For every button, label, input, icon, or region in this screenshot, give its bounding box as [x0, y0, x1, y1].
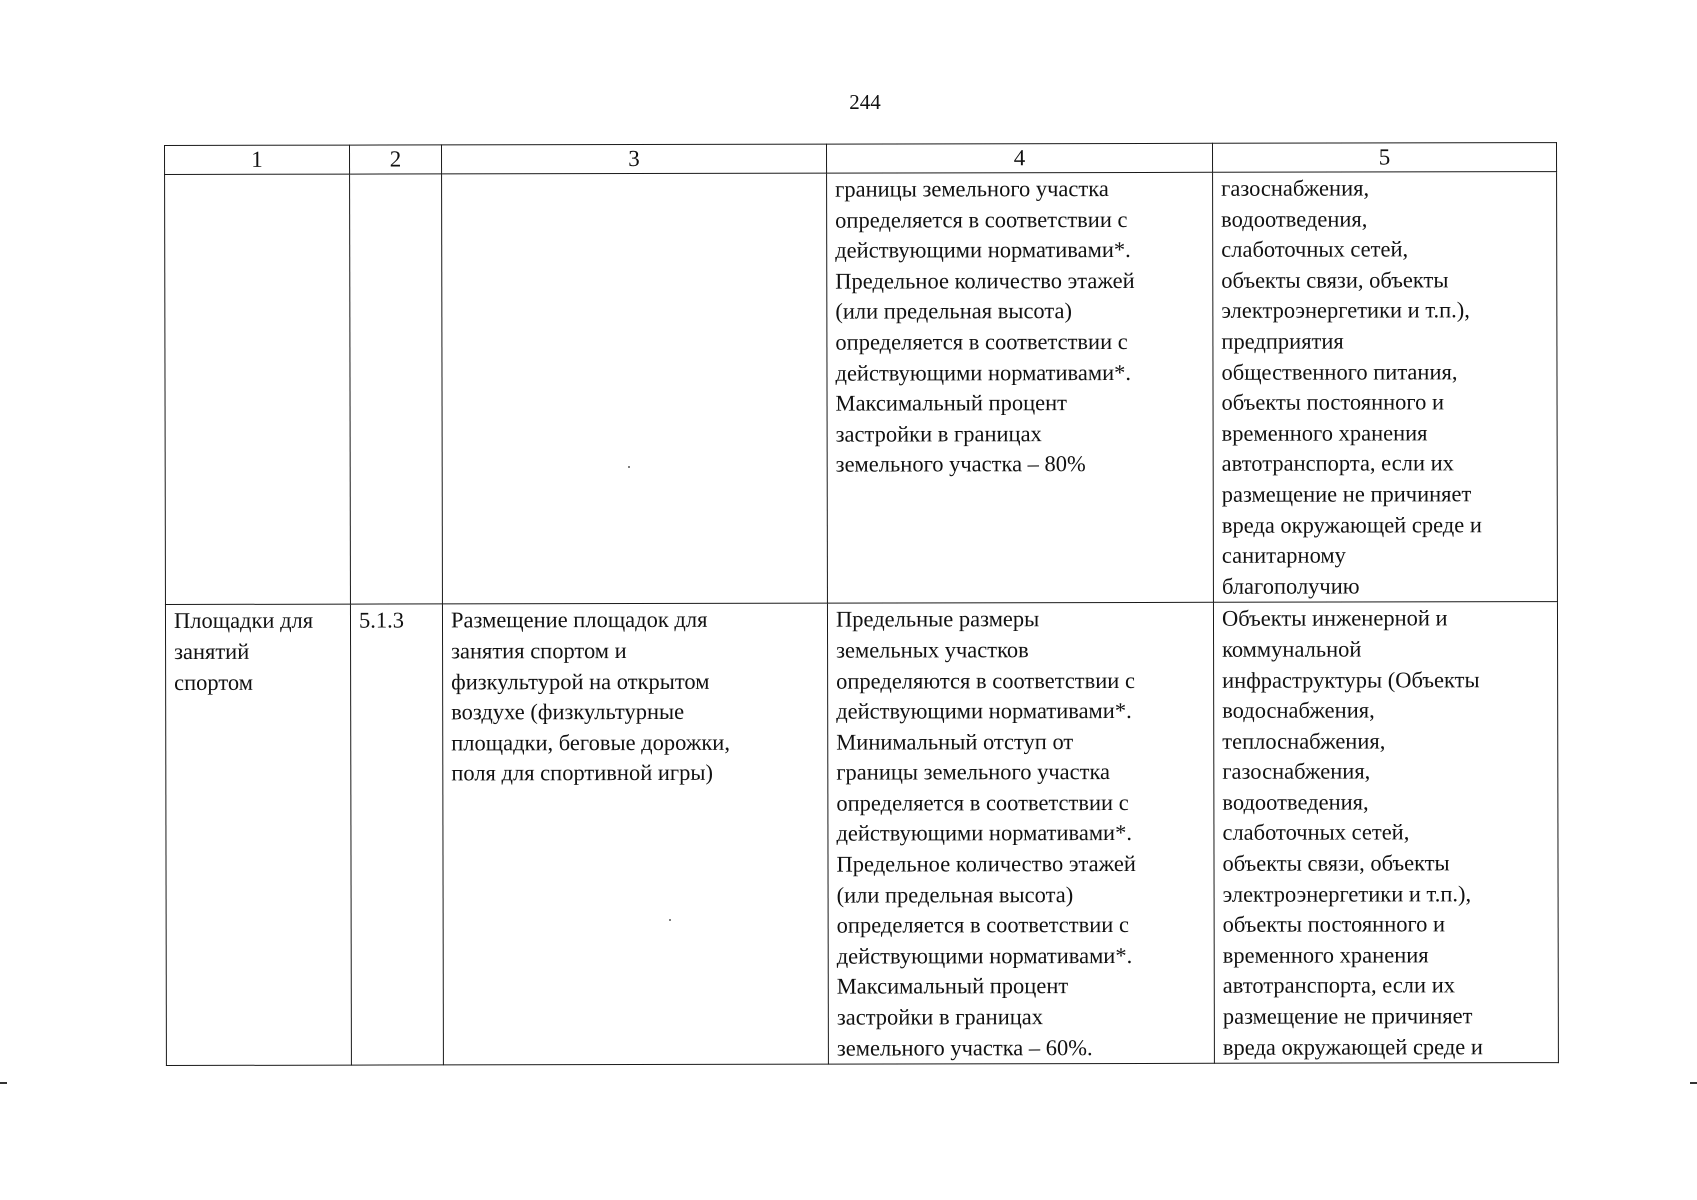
table-row [165, 172, 1558, 605]
column-number-1: 1 [165, 145, 350, 174]
left-margin-mark [0, 1082, 7, 1084]
page-number: 244 [849, 90, 881, 114]
cell-parameters: границы земельного участка определяется в соответствии с действующими нормативами*. Предельное количество этажей (или предельная высота) определяется в соответствии с действующими нормативами*. Максимальный процент застройки в границах земельного участка – 80% [827, 172, 1214, 603]
column-number-2: 2 [350, 145, 442, 174]
cell-use-name: Площадки для занятий спортом [165, 604, 351, 1065]
cell-use-code [350, 174, 443, 605]
column-number-5: 5 [1212, 143, 1556, 173]
table-row [165, 602, 1558, 1066]
cell-use-description: Размещение площадок для занятия спортом и физкультурой на открытом воздухе (физкультурные площадки, беговые дорожки, поля для спортивной игры) [442, 603, 828, 1065]
cell-use-code: 5.1.3 [350, 604, 443, 1065]
cell-parameters: Предельные размеры земельных участков определяются в соответствии с действующими нормативами*. Минимальный отступ от границы земельного участка определяется в соответствии с действующими нормативами*. Предельное количество этажей (или предельная высота) определяется в соответствии с действующими нормативами*. Максимальный процент застройки в границах земельного участка – 60%. [827, 603, 1214, 1065]
right-margin-mark [1690, 1082, 1697, 1084]
column-number-3: 3 [442, 144, 827, 174]
table-header-row [165, 143, 1557, 175]
cell-use-name [165, 174, 351, 605]
cell-auxiliary-uses: газоснабжения, водоотведения, слаботочных сетей, объекты связи, объекты электроэнергетики и т.п.), предприятия общественного питания, объекты постоянного и временного хранения автотранспорта, если их размещение не причиняет вреда окружающей среде и санитарному благополучию [1213, 172, 1558, 603]
scan-speck [628, 466, 630, 468]
scan-speck [669, 919, 671, 921]
land-use-table [164, 142, 1559, 1066]
cell-use-description [442, 173, 828, 604]
column-number-4: 4 [826, 143, 1212, 173]
cell-auxiliary-uses: Объекты инженерной и коммунальной инфраструктуры (Объекты водоснабжения, теплоснабжения, газоснабжения, водоотведения, слаботочных сетей, объекты связи, объекты электроэнергетики и т.п.), объекты постоянного и временного хранения автотранспорта, если их размещение не причиняет вреда окружающей среде и [1213, 602, 1558, 1064]
